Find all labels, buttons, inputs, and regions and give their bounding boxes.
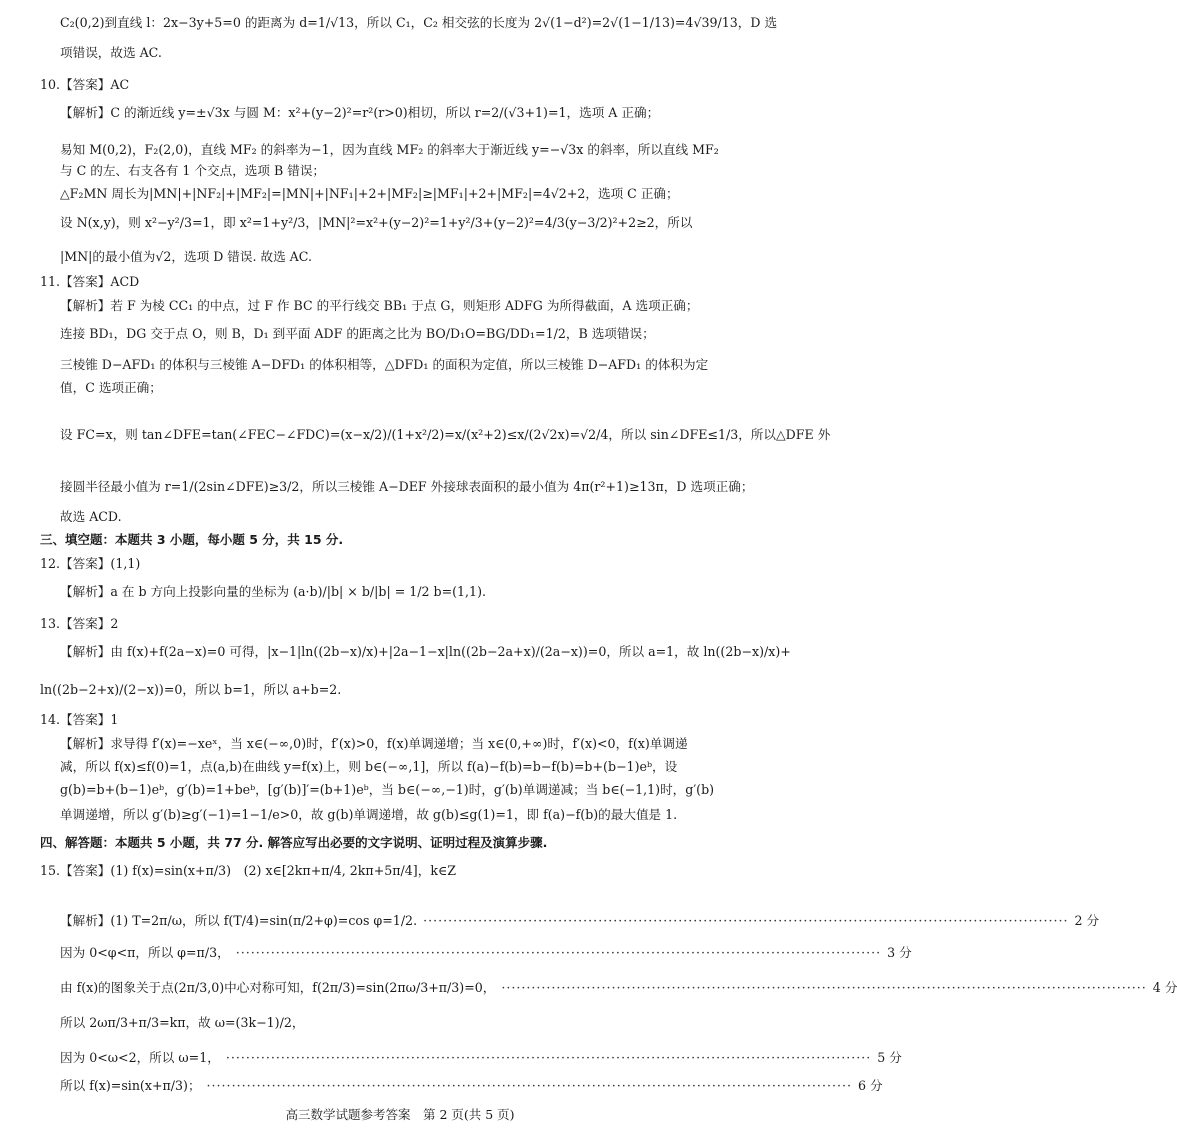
- text-line: g(b)=b+(b−1)eᵇ，g′(b)=1+beᵇ，[g′(b)]′=(b+1)eᵇ，当 b∈(−∞,−1)时，g′(b)单调递减；当 b∈(−1,1)时，g′(b): [60, 782, 715, 797]
- solution-line-step4: 所以 2ωπ/3+π/3=kπ，故 ω=(3k−1)/2，: [60, 1015, 305, 1030]
- text-line: 13.【答案】2: [40, 616, 119, 631]
- text-line: 【解析】求导得 f′(x)=−xeˣ，当 x∈(−∞,0)时，f′(x)>0，f(x)单调递增；当 x∈(0,+∞)时，f′(x)<0，f(x)单调递: [60, 736, 688, 751]
- text-line: 10.【答案】AC: [40, 77, 130, 92]
- step-score: 5 分: [877, 1050, 902, 1065]
- step-text: 【解析】(1) T=2π/ω，所以 f(T/4)=sin(π/2+φ)=cos φ=1/2.: [60, 913, 418, 928]
- text-line: 单调递增，所以 g′(b)≥g′(−1)=1−1/e>0，故 g(b)单调递增，故 g(b)≤g(1)=1，即 f(a)−f(b)的最大值是 1.: [60, 807, 678, 822]
- text-line: 与 C 的左、右支各有 1 个交点，选项 B 错误；: [60, 163, 326, 178]
- text-line: 【解析】a 在 b 方向上投影向量的坐标为 (a·b)/|b| × b/|b| = 1/2 b=(1,1).: [60, 584, 486, 599]
- text-line: 设 N(x,y)，则 x²−y²/3=1，即 x²=1+y²/3，|MN|²=x²+(y−2)²=1+y²/3+(y−2)²=4/3(y−3/2)²+2≥2，所以: [60, 215, 693, 230]
- scored-step-line: [60, 979, 1177, 997]
- dot-leader: ·································································································································: [423, 913, 1069, 928]
- dot-leader: ·································································································································: [206, 1078, 852, 1093]
- text-line: 【解析】C 的渐近线 y=±√3x 与圆 M：x²+(y−2)²=r²(r>0)相切，所以 r=2/(√3+1)=1，选项 A 正确；: [60, 105, 660, 120]
- text-line: |MN|的最小值为√2，选项 D 错误. 故选 AC.: [60, 249, 312, 264]
- text-line: 12.【答案】(1,1): [40, 556, 141, 571]
- text-line: 项错误，故选 AC.: [60, 45, 162, 60]
- scored-step-line: [60, 912, 1100, 930]
- text-line: 减，所以 f(x)≤f(0)=1，点(a,b)在曲线 y=f(x)上，则 b∈(−∞,1]，所以 f(a)−f(b)=b−f(b)=b+(b−1)eᵇ，设: [60, 759, 678, 774]
- text-line: 11.【答案】ACD: [40, 274, 140, 289]
- step-score: 3 分: [887, 945, 912, 960]
- section-heading: 四、解答题：本题共 5 小题，共 77 分. 解答应写出必要的文字说明、证明过程及演算步骤.: [40, 835, 548, 850]
- step-text: 由 f(x)的图象关于点(2π/3,0)中心对称可知，f(2π/3)=sin(2πω/3+π/3)=0，: [60, 980, 496, 995]
- text-line: 设 FC=x，则 tan∠DFE=tan(∠FEC−∠FDC)=(x−x/2)/(1+x²/2)=x/(x²+2)≤x/(2√2x)=√2/4，所以 sin∠DFE≤1/3，所以△DFE 外: [60, 427, 831, 442]
- text-line: △F₂MN 周长为|MN|+|NF₂|+|MF₂|=|MN|+|NF₁|+2+|MF₂|≥|MF₁|+2+|MF₂|=4√2+2，选项 C 正确；: [60, 186, 679, 201]
- step-score: 4 分: [1152, 980, 1177, 995]
- text-line: 三棱锥 D−AFD₁ 的体积与三棱锥 A−DFD₁ 的体积相等，△DFD₁ 的面积为定值，所以三棱锥 D−AFD₁ 的体积为定: [60, 357, 709, 372]
- text-line: 易知 M(0,2)，F₂(2,0)，直线 MF₂ 的斜率为−1，因为直线 MF₂ 的斜率大于渐近线 y=−√3x 的斜率，所以直线 MF₂: [60, 142, 719, 157]
- scored-step-line: [60, 1077, 883, 1095]
- step-text: 因为 0<ω<2，所以 ω=1，: [60, 1050, 220, 1065]
- text-line: C₂(0,2)到直线 l：2x−3y+5=0 的距离为 d=1/√13，所以 C₁，C₂ 相交弦的长度为 2√(1−d²)=2√(1−1/13)=4√39/13，D 选: [60, 15, 778, 30]
- scored-step-line: [60, 944, 912, 962]
- step-score: 2 分: [1074, 913, 1100, 928]
- text-line: 【解析】若 F 为棱 CC₁ 的中点，过 F 作 BC 的平行线交 BB₁ 于点 G，则矩形 ADFG 为所得截面，A 选项正确；: [60, 298, 699, 313]
- dot-leader: ·································································································································: [225, 1050, 872, 1065]
- text-line: 15.【答案】(1) f(x)=sin(x+π/3) (2) x∈[2kπ+π/4, 2kπ+5π/4]，k∈Z: [40, 863, 457, 878]
- step-text: 所以 f(x)=sin(x+π/3)；: [60, 1078, 201, 1093]
- text-line: 值，C 选项正确；: [60, 380, 162, 395]
- page-footer: 高三数学试题参考答案 第 2 页(共 5 页): [285, 1107, 515, 1122]
- text-line: 14.【答案】1: [40, 712, 119, 727]
- dot-leader: ·································································································································: [235, 945, 882, 960]
- text-line: ln((2b−2+x)/(2−x))=0，所以 b=1，所以 a+b=2.: [40, 682, 342, 697]
- dot-leader: ·································································································································: [501, 980, 1147, 995]
- text-line: 连接 BD₁，DG 交于点 O，则 B，D₁ 到平面 ADF 的距离之比为 BO/D₁O=BG/DD₁=1/2，B 选项错误；: [60, 326, 655, 341]
- text-line: 接圆半径最小值为 r=1/(2sin∠DFE)≥3/2，所以三棱锥 A−DEF 外接球表面积的最小值为 4π(r²+1)≥13π，D 选项正确；: [60, 479, 754, 494]
- step-text: 因为 0<φ<π，所以 φ=π/3，: [60, 945, 230, 960]
- text-line: 故选 ACD.: [60, 509, 122, 524]
- text-line: 【解析】由 f(x)+f(2a−x)=0 可得，|x−1|ln((2b−x)/x)+|2a−1−x|ln((2b−2a+x)/(2a−x))=0，所以 a=1，故 ln((2b−x)/x)+: [60, 644, 791, 659]
- section-heading: 三、填空题：本题共 3 小题，每小题 5 分，共 15 分.: [40, 532, 344, 547]
- step-score: 6 分: [857, 1078, 883, 1093]
- scored-step-line: [60, 1049, 902, 1067]
